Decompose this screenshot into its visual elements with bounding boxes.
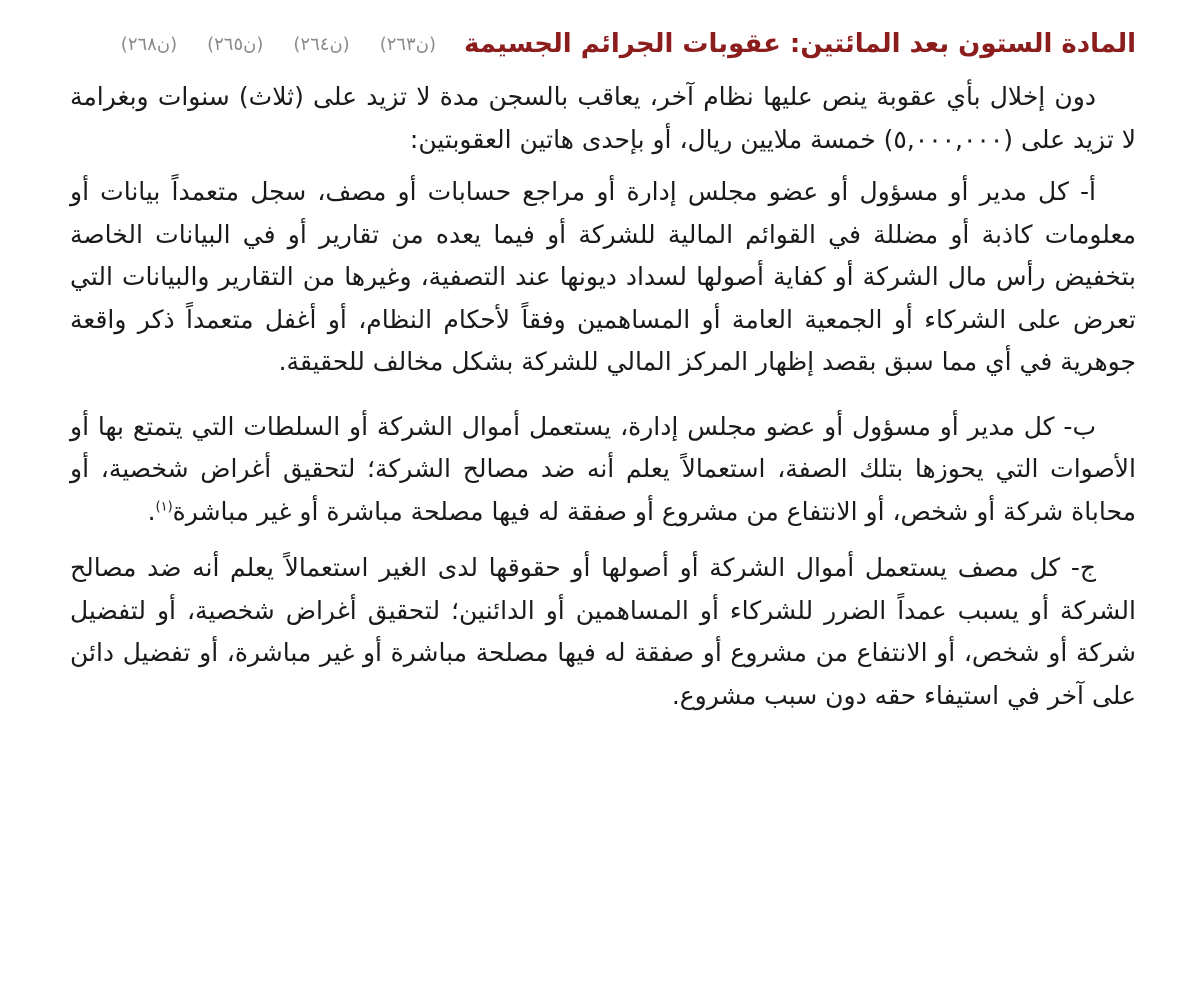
- item-b-text: ب- كل مدير أو مسؤول أو عضو مجلس إدارة، يستعمل أموال الشركة أو السلطات التي يتمتع بها أو الأصوات التي يحوزها بتلك الصفة، استعمالاً يعلم أنه ضد مصالح الشركة؛ لتحقيق أغراض شخصية، أو محاباة شركة أو شخص، أو الانتفاع من مشروع أو صفقة له فيها مصلحة مباشرة أو غير مباشرة: [70, 411, 1136, 526]
- article-header: [70, 18, 1136, 70]
- item-c-paragraph: ج- كل مصف يستعمل أموال الشركة أو أصولها أو حقوقها لدى الغير استعمالاً يعلم أنه ضد مصالح الشركة أو يسبب عمداً الضرر للشركاء أو المساهمين أو الدائنين؛ لتحقيق أغراض شخصية، أو لتفضيل شركة أو شخص، أو الانتفاع من مشروع أو صفقة له فيها مصلحة مباشرة أو غير مباشرة، أو تفضيل دائن على آخر في استيفاء حقه دون سبب مشروع.: [70, 553, 1136, 710]
- item-b-tail: .: [147, 496, 156, 526]
- article-title-colon: :: [789, 29, 801, 59]
- article-title: [464, 29, 1136, 59]
- cross-reference: (ن٢٦٤): [293, 33, 350, 55]
- cross-references: [121, 34, 436, 55]
- article-page: [70, 18, 1136, 717]
- item-a-paragraph: أ- كل مدير أو مسؤول أو عضو مجلس إدارة أو مراجع حسابات أو مصف، سجل متعمداً بيانات أو معلومات كاذبة أو مضللة في القوائم المالية للشركة أو فيما يعده من تقارير أو في البيانات الخاصة بتخفيض رأس مال الشركة أو كفاية أصولها لسداد ديونها عند التصفية، وغيرها من التقارير والبيانات التي تعرض على الشركاء أو الجمعية العامة أو المساهمين وفقاً لأحكام النظام، أو أغفل متعمداً ذكر واقعة جوهرية في أي مما سبق بقصد إظهار المركز المالي للشركة بشكل مخالف للحقيقة.: [70, 177, 1136, 376]
- cross-reference: (ن٢٦٨): [120, 33, 178, 55]
- article-topic: عقوبات الجرائم الجسيمة: [463, 29, 781, 59]
- cross-reference: (ن٢٦٣): [379, 33, 436, 55]
- article-number: المادة الستون بعد المائتين: [800, 29, 1136, 59]
- cross-reference: (ن٢٦٥): [207, 33, 264, 55]
- item-b-paragraph: [70, 406, 1136, 534]
- intro-paragraph: دون إخلال بأي عقوبة ينص عليها نظام آخر، يعاقب بالسجن مدة لا تزيد على (ثلاث) سنوات وبغرامة لا تزيد على (٥,٠٠٠,٠٠٠) خمسة ملايين ريال، أو بإحدى هاتين العقوبتين:: [70, 82, 1136, 154]
- footnote-marker: (١): [155, 499, 173, 515]
